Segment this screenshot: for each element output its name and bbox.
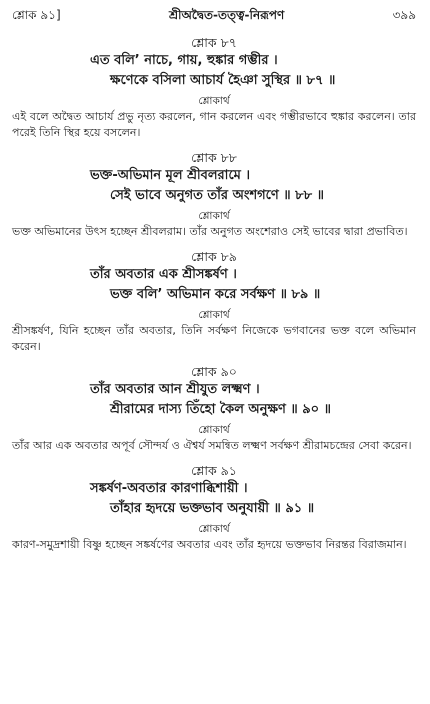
translation-text: ভক্ত অভিমানের উৎস হচ্ছেন শ্রীবলরাম। তাঁর অনুগত অংশেরাও সেই ভাবের দ্বারা প্রভাবিত। xyxy=(12,225,408,238)
running-header xyxy=(12,4,416,26)
verse-87 xyxy=(12,34,416,141)
translation-text: শ্রীসঙ্কর্ষণ, যিনি হচ্ছেন তাঁর অবতার, তিনি সর্বক্ষণ নিজেকে ভগবানের ভক্ত বলে অভিমান করেন। xyxy=(12,324,416,353)
verse-88 xyxy=(12,149,416,240)
translation-text: কারণ-সমুদ্রশায়ী বিষ্ণু হচ্ছেন সঙ্কর্ষণের অবতার এবং তাঁর হৃদয়ে ভক্তভাব নিরন্তর বিরাজমান। xyxy=(12,538,407,551)
verse-91 xyxy=(12,462,416,553)
header-verse-ref: শ্লোক ৯১] xyxy=(12,8,61,22)
verse-number: শ্লোক ৮৭ xyxy=(191,35,237,50)
verse-line-1: ভক্ত-অভিমান মূল শ্রীবলরামে । xyxy=(90,168,251,183)
verse-line-1: তাঁর অবতার এক শ্রীসঙ্কর্ষণ । xyxy=(90,267,237,282)
verse-90 xyxy=(12,363,416,454)
verse-line-2: তাঁহার হৃদয়ে ভক্তভাব অনুযায়ী ॥ ৯১ ॥ xyxy=(110,501,315,516)
verse-number: শ্লোক ৯১ xyxy=(191,463,237,478)
page-number: ৩৯৯ xyxy=(392,8,416,22)
verse-line-1: সঙ্কর্ষণ-অবতার কারণাব্ধিশায়ী । xyxy=(90,481,248,496)
verse-89 xyxy=(12,248,416,355)
verse-line-2: ভক্ত বলি’ অভিমান করে সর্বক্ষণ ॥ ৮৯ ॥ xyxy=(110,287,321,302)
header-chapter-title: শ্রীঅদ্বৈত-তত্ত্ব-নিরূপণ xyxy=(168,8,285,22)
translation-heading: শ্লোকার্থ xyxy=(198,210,230,222)
translation-text: এই বলে অদ্বৈত আচার্য প্রভু নৃত্য করলেন, গান করলেন এবং গম্ভীরভাবে হুঙ্কার করলেন। তার পরেই তিনি স্থির হয়ে বসলেন। xyxy=(12,110,416,139)
verse-line-1: এত বলি’ নাচে, গায়, হুঙ্কার গম্ভীর । xyxy=(90,53,278,68)
verse-number: শ্লোক ৮৯ xyxy=(191,249,237,264)
verse-number: শ্লোক ৮৮ xyxy=(191,150,237,165)
translation-heading: শ্লোকার্থ xyxy=(198,523,230,535)
verse-line-2: শ্রীরামের দাস্য তিঁহো কৈল অনুক্ষণ ॥ ৯০ ॥ xyxy=(110,402,332,417)
verse-line-2: সেই ভাবে অনুগত তাঁর অংশগণে ॥ ৮৮ ॥ xyxy=(110,188,324,203)
translation-text: তাঁর আর এক অবতার অপূর্ব সৌন্দর্য ও ঐশ্বর্য সমন্বিত লক্ষ্মণ সর্বক্ষণ শ্রীরামচন্দ্রের সেবা করেন। xyxy=(12,439,412,452)
translation-heading: শ্লোকার্থ xyxy=(198,95,230,107)
verse-number: শ্লোক ৯০ xyxy=(191,364,237,379)
translation-heading: শ্লোকার্থ xyxy=(198,424,230,436)
verse-line-2: ক্ষণেকে বসিলা আচার্য হৈঞা সুস্থির ॥ ৮৭ ॥ xyxy=(110,73,336,88)
verse-line-1: তাঁর অবতার আন শ্রীযুত লক্ষ্মণ । xyxy=(90,382,260,397)
translation-heading: শ্লোকার্থ xyxy=(198,309,230,321)
